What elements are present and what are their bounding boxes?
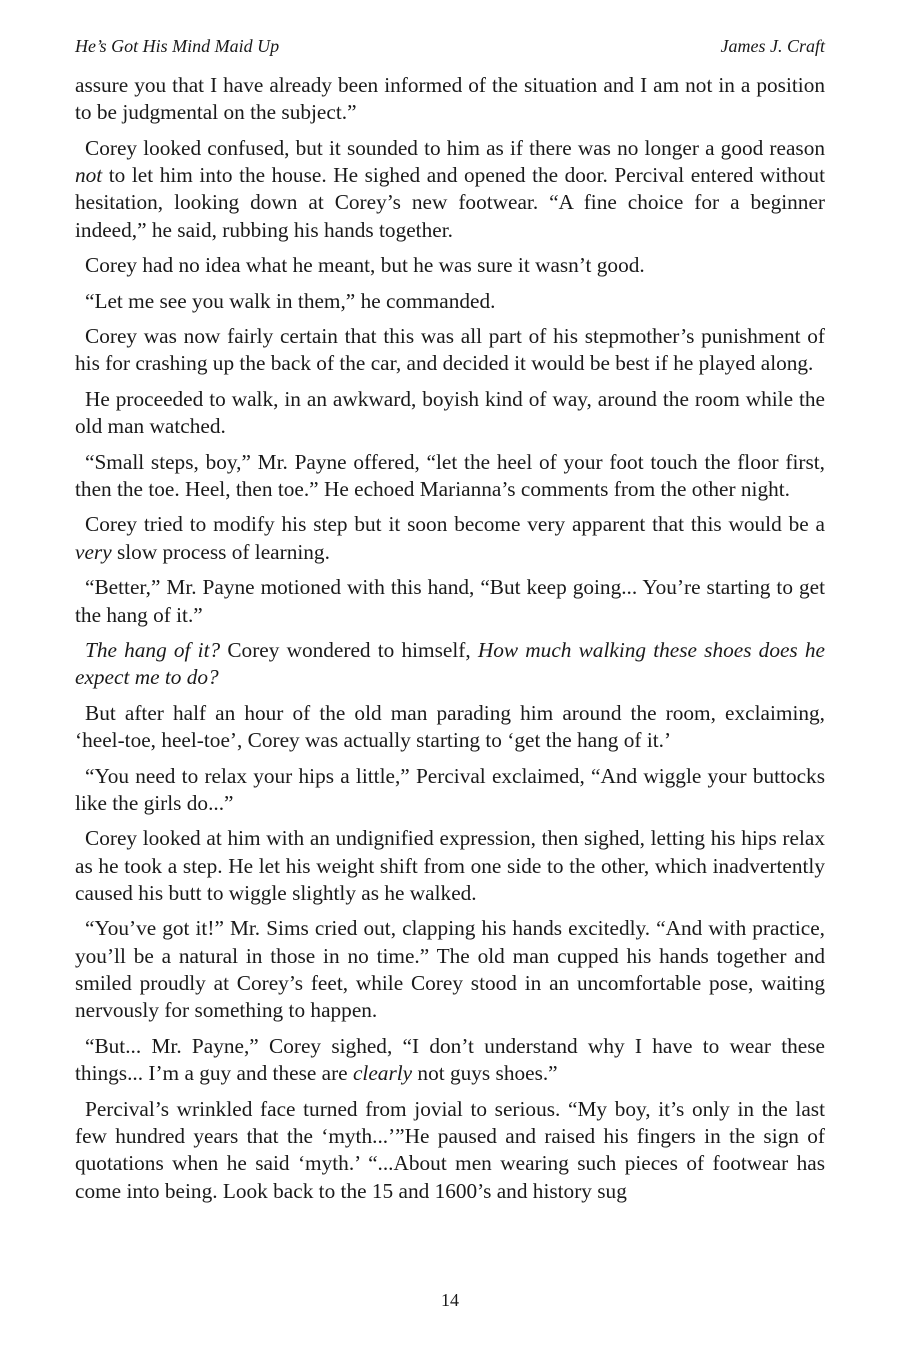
emphasis-text: very — [75, 539, 112, 564]
paragraph — [75, 637, 825, 692]
text-run: Corey tried to modify his step but it soon become very apparent that this would be a — [85, 512, 825, 537]
text-run: slow process of learning. — [111, 539, 330, 564]
book-title: He’s Got His Mind Maid Up — [75, 36, 280, 56]
text-run: “Let me see you walk in them,” he commanded. — [85, 288, 496, 313]
text-run: not guys shoes.” — [412, 1061, 558, 1086]
text-run: Percival’s wrinkled face turned from jovial to serious. “My boy, it’s only in the last few hundred years that the ‘myth...’”He paused and raised his fingers in the sign of quotations when he said ‘myth.’ “...About men wearing such pieces of footwear has come into being. Look back to the 15 and 1600’s and history sug — [75, 1096, 825, 1203]
text-run: “You’ve got it!” Mr. Sims cried out, clapping his hands excitedly. “And with practice, you’ll be a natural in those in no time.” The old man cupped his hands together and smiled proudly at Corey’s feet, while Corey stood in an uncomfortable pose, waiting nervously for something to happen. — [75, 916, 825, 1023]
text-run: Corey looked at him with an undignified expression, then sighed, letting his hips relax as he took a step. He let his weight shift from one side to the other, which inadvertently caused his butt to wiggle slightly as he walked. — [75, 826, 825, 905]
paragraph — [75, 449, 825, 504]
paragraph — [75, 763, 825, 818]
paragraph — [75, 288, 825, 315]
paragraph — [75, 1096, 825, 1205]
paragraph — [75, 825, 825, 907]
page-number: 14 — [441, 1290, 459, 1310]
author-name: James J. Craft — [720, 36, 825, 56]
paragraph — [75, 1033, 825, 1088]
text-run: He proceeded to walk, in an awkward, boyish kind of way, around the room while the old man watched. — [75, 386, 825, 439]
paragraph — [75, 135, 825, 244]
text-run: “Better,” Mr. Payne motioned with this hand, “But keep going... You’re starting to get the hang of it.” — [75, 575, 825, 627]
emphasis-text: How much walking these shoes does he expect me to do? — [75, 638, 826, 690]
text-run: Corey wondered to himself, — [220, 638, 478, 663]
paragraph — [75, 386, 825, 441]
paragraph — [75, 915, 825, 1024]
paragraph — [75, 574, 825, 629]
text-run: Corey was now fairly certain that this was all part of his stepmother’s punishment of his for crashing up the back of the car, and decided it would be best if he played along. — [75, 324, 825, 376]
text-run: But after half an hour of the old man parading him around the room, exclaiming, ‘heel-toe, heel-toe’, Corey was actually starting to ‘get the hang of it.’ — [75, 700, 825, 753]
text-run: assure you that I have already been informed of the situation and I am not in a position to be judgmental on the subject.” — [75, 73, 825, 125]
body-text — [75, 72, 825, 1205]
paragraph — [75, 323, 825, 378]
emphasis-text: clearly — [352, 1061, 413, 1086]
book-page — [75, 32, 825, 1213]
paragraph — [75, 700, 825, 755]
text-run: Corey looked confused, but it sounded to him as if there was no longer a good reason — [85, 135, 825, 160]
paragraph — [75, 72, 825, 127]
emphasis-text: not — [75, 163, 103, 188]
paragraph — [75, 511, 825, 566]
paragraph — [75, 252, 825, 279]
emphasis-text: The hang of it? — [85, 638, 221, 663]
text-run: “You need to relax your hips a little,” Percival exclaimed, “And wiggle your buttocks like the girls do...” — [75, 763, 825, 815]
text-run: Corey had no idea what he meant, but he was sure it wasn’t good. — [85, 253, 645, 278]
text-run: to let him into the house. He sighed and opened the door. Percival entered without hesitation, looking down at Corey’s new footwear. “A fine choice for a beginner indeed,” he said, rubbing his hands together. — [75, 163, 825, 242]
text-run: “Small steps, boy,” Mr. Payne offered, “let the heel of your foot touch the floor first, then the toe. Heel, then toe.” He echoed Marianna’s comments from the other night. — [75, 449, 825, 501]
running-header — [75, 32, 825, 72]
text-run: “But... Mr. Payne,” Corey sighed, “I don’t understand why I have to wear these things... I’m a guy and these are — [75, 1033, 825, 1086]
